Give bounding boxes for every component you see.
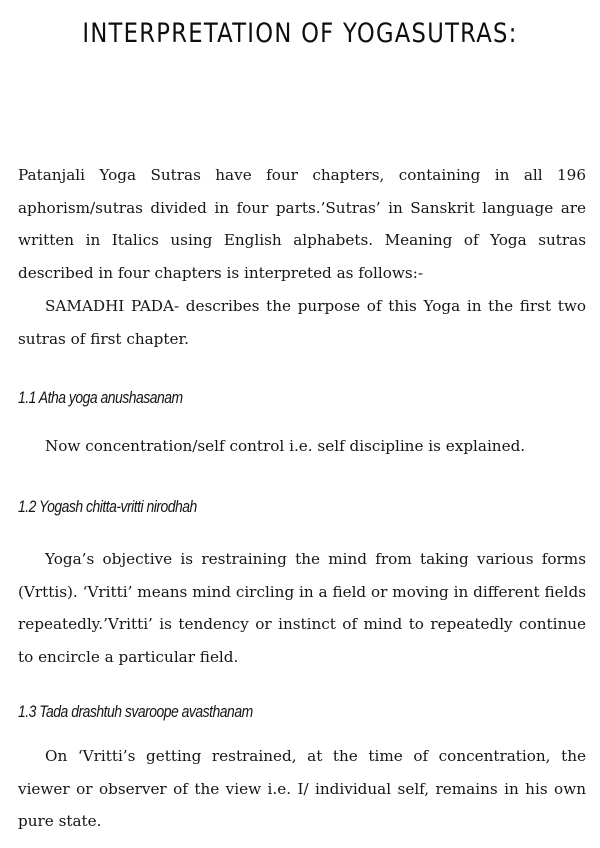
- page-title: INTERPRETATION OF YOGASUTRAS:: [82, 18, 518, 49]
- sutra-text-1-3: On ‘Vritti’s getting restrained, at the time of concentration, the viewer or observer of the view i.e. I/ individual self, remains in his own pure state.: [18, 747, 586, 830]
- sutra-text-1-1: Now concentration/self control i.e. self discipline is explained.: [45, 437, 526, 455]
- samadhi-pada-paragraph: SAMADHI PADA- describes the purpose of this Yoga in the first two sutras of first chapter.: [18, 297, 586, 348]
- sutra-heading-1-1: 1.1 Atha yoga anushasanam: [18, 388, 183, 407]
- sutra-heading-1-2: 1.2 Yogash chitta-vritti nirodhah: [18, 497, 197, 516]
- intro-paragraph: Patanjali Yoga Sutras have four chapters, containing in all 196 aphorism/sutras divided in four parts.’Sutras’ in Sanskrit language are written in Italics using English alphabets. Meaning of Yoga sutras described in four chapters is interpreted as follows:-: [18, 166, 586, 282]
- sutra-heading-1-3: 1.3 Tada drashtuh svaroope avasthanam: [18, 702, 253, 721]
- sutra-text-1-2: Yoga’s objective is restraining the mind from taking various forms (Vrttis). ‘Vritti’ means mind circling in a field or moving in different fields repeatedly.’Vritti’ is tendency or instinct of mind to repeatedly continue to encircle a particular field.: [18, 550, 586, 666]
